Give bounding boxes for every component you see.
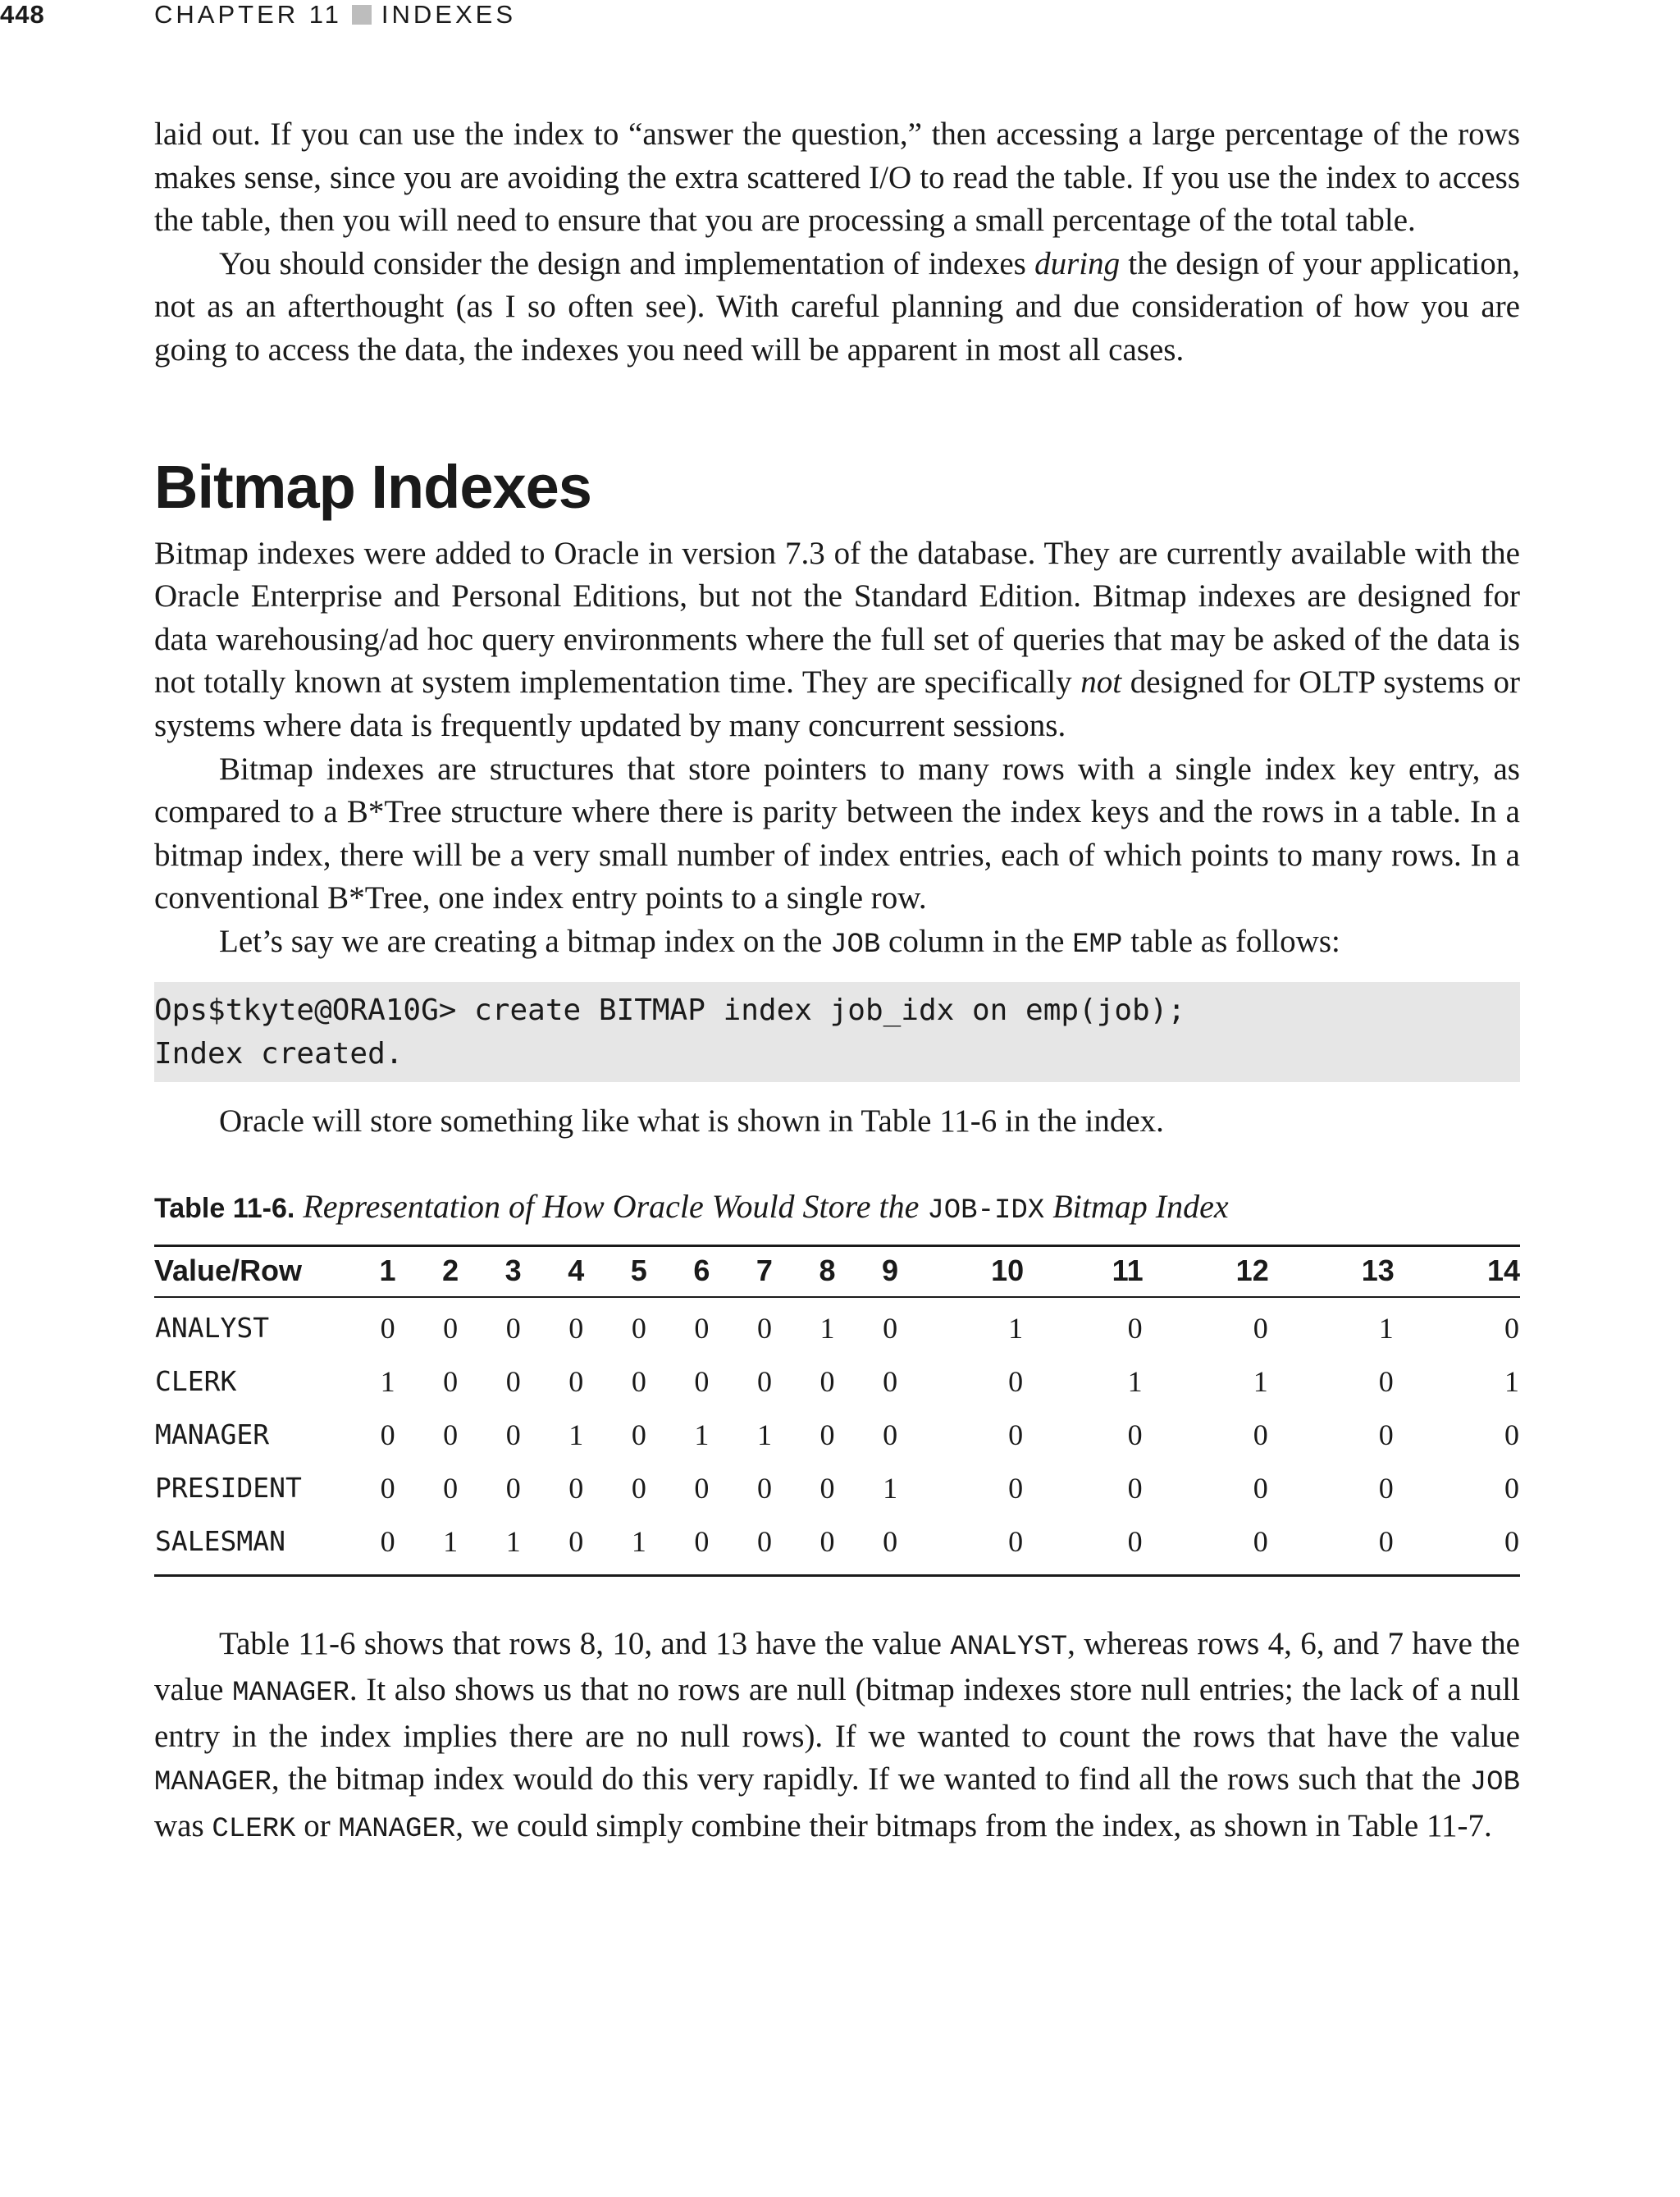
bitmap-paragraph-2: Bitmap indexes are structures that store pointers to many rows with a single index key entry, as compared to a B*Tree structure where there is parity between the index keys and the rows in a table. In a bitmap index, there will be a very small number of index entries, each of which points to many rows. In a conventional B*Tree, one index entry points to a single row. <box>154 751 1520 916</box>
header-column-12: 12 <box>1144 1245 1269 1297</box>
bitmap-paragraph-3: Let’s say we are creating a bitmap index on the JOB column in the EMP table as follows: <box>219 923 1340 961</box>
header-column-3: 3 <box>459 1245 522 1297</box>
bit-cell: 0 <box>1378 1364 1394 1398</box>
bit-cell: 0 <box>568 1524 584 1558</box>
bit-cell: 0 <box>505 1311 521 1345</box>
bit-cell: 1 <box>756 1418 772 1451</box>
bit-cell: 1 <box>819 1311 835 1345</box>
bit-cell: 1 <box>380 1364 395 1398</box>
bit-cell: 0 <box>1504 1524 1519 1558</box>
row-label: SALESMAN <box>155 1524 285 1557</box>
bit-cell: 0 <box>443 1418 459 1451</box>
bit-cell: 0 <box>380 1471 395 1505</box>
bit-cell: 0 <box>631 1471 646 1505</box>
bit-cell: 1 <box>1127 1364 1143 1398</box>
emphasis-not: not <box>1080 665 1122 701</box>
header-column-10: 10 <box>898 1245 1024 1297</box>
bit-cell: 0 <box>1253 1524 1268 1558</box>
bit-cell: 0 <box>443 1471 459 1505</box>
bit-cell: 0 <box>819 1471 835 1505</box>
bit-cell: 0 <box>1127 1418 1143 1451</box>
header-column-9: 9 <box>836 1245 899 1297</box>
bit-cell: 0 <box>883 1364 898 1398</box>
running-header <box>0 0 1680 33</box>
bit-cell: 1 <box>1504 1364 1519 1398</box>
table-row <box>154 1297 1520 1355</box>
bit-cell: 0 <box>631 1311 646 1345</box>
bit-cell: 0 <box>1127 1311 1143 1345</box>
header-value-row: Value/Row <box>154 1245 333 1297</box>
bit-cell: 0 <box>1253 1418 1268 1451</box>
bitmap-table <box>154 1245 1520 1577</box>
bit-cell: 1 <box>631 1524 646 1558</box>
bit-cell: 0 <box>819 1418 835 1451</box>
chapter-heading <box>154 0 516 30</box>
header-column-7: 7 <box>710 1245 773 1297</box>
bit-cell: 0 <box>1008 1524 1024 1558</box>
bit-cell: 1 <box>443 1524 459 1558</box>
bit-cell: 0 <box>1253 1311 1268 1345</box>
header-column-14: 14 <box>1395 1245 1520 1297</box>
chapter-label: CHAPTER 11 <box>154 0 342 29</box>
header-column-5: 5 <box>584 1245 647 1297</box>
table-header-row <box>154 1245 1520 1297</box>
table-caption-label: Table 11-6. <box>154 1193 295 1225</box>
bit-cell: 0 <box>1008 1471 1024 1505</box>
bit-cell: 0 <box>883 1311 898 1345</box>
page-body <box>154 113 1520 1852</box>
closing-paragraph: Table 11-6 shows that rows 8, 10, and 13 have the value ANALYST, whereas rows 4, 6, and 7 have the value MANAGER. It also shows us that no rows are null (bitmap indexes store null entries; the lack of a null entry in the index implies there are no null rows). If we wanted to count the rows that have the value MANAGER, the bitmap index would do this very rapidly. If we wanted to find all the rows such that the JOB was CLERK or MANAGER, we could simply combine their bitmaps from the index, as shown in Table 11-7. <box>154 1625 1520 1846</box>
bit-cell: 0 <box>568 1311 584 1345</box>
bit-cell: 0 <box>819 1364 835 1398</box>
bit-cell: 1 <box>1253 1364 1268 1398</box>
section-label: INDEXES <box>381 0 517 29</box>
row-label: CLERK <box>155 1364 237 1397</box>
inline-code-manager: MANAGER <box>338 1814 456 1846</box>
bit-cell: 0 <box>1504 1418 1519 1451</box>
row-label: MANAGER <box>155 1418 270 1450</box>
bit-cell: 0 <box>505 1364 521 1398</box>
section-title: Bitmap Indexes <box>154 452 591 521</box>
bit-cell: 0 <box>883 1524 898 1558</box>
bit-cell: 0 <box>1504 1311 1519 1345</box>
inline-code-job: JOB <box>1469 1767 1520 1799</box>
code-block <box>154 982 1520 1082</box>
table-row <box>154 1409 1520 1462</box>
bit-cell: 0 <box>1253 1471 1268 1505</box>
code-line-2: Index created. <box>154 1036 404 1071</box>
bit-cell: 0 <box>505 1471 521 1505</box>
page-number: 448 <box>0 0 45 29</box>
table-row <box>154 1515 1520 1576</box>
intro-paragraph-2: You should consider the design and implementation of indexes during the design of your application, not as an afterthought (as I so often see). With careful planning and due consideration of how you are going to access the data, the indexes you need will be apparent in most all cases. <box>154 245 1520 368</box>
bit-cell: 1 <box>505 1524 521 1558</box>
code-line-1: Ops$tkyte@ORA10G> create BITMAP index job_idx on emp(job); <box>154 993 1186 1027</box>
bit-cell: 0 <box>505 1418 521 1451</box>
bit-cell: 0 <box>631 1418 646 1451</box>
bit-cell: 0 <box>443 1364 459 1398</box>
bit-cell: 1 <box>1008 1311 1024 1345</box>
bit-cell: 0 <box>819 1524 835 1558</box>
bit-cell: 1 <box>694 1418 710 1451</box>
header-column-13: 13 <box>1269 1245 1395 1297</box>
bit-cell: 0 <box>1127 1471 1143 1505</box>
inline-code-analyst: ANALYST <box>950 1631 1068 1663</box>
bit-cell: 0 <box>443 1311 459 1345</box>
inline-code-emp: EMP <box>1072 929 1123 961</box>
bit-cell: 0 <box>380 1311 395 1345</box>
row-label: ANALYST <box>155 1311 270 1344</box>
bit-cell: 0 <box>756 1524 772 1558</box>
table-caption-code: JOB-IDX <box>927 1195 1045 1227</box>
bit-cell: 1 <box>568 1418 584 1451</box>
bitmap-paragraph-1: Bitmap indexes were added to Oracle in version 7.3 of the database. They are currently available with the Oracle Enterprise and Personal Editions, but not the Standard Edition. Bitmap indexes are designed for data warehousing/ad hoc query environments where the full set of queries that may be asked of the data is not totally known at system implementation time. They are specifically not designed for OLTP systems or systems where data is frequently updated by many concurrent sessions. <box>154 535 1520 743</box>
bit-cell: 0 <box>1008 1418 1024 1451</box>
bit-cell: 0 <box>568 1471 584 1505</box>
bit-cell: 1 <box>1378 1311 1394 1345</box>
oracle-paragraph: Oracle will store something like what is shown in Table 11-6 in the index. <box>219 1103 1164 1139</box>
bit-cell: 0 <box>694 1471 710 1505</box>
bit-cell: 1 <box>883 1471 898 1505</box>
bit-cell: 0 <box>756 1311 772 1345</box>
bit-cell: 0 <box>1378 1524 1394 1558</box>
table-row <box>154 1462 1520 1515</box>
header-column-6: 6 <box>647 1245 710 1297</box>
bit-cell: 0 <box>1008 1364 1024 1398</box>
bit-cell: 0 <box>380 1418 395 1451</box>
bit-cell: 0 <box>1378 1471 1394 1505</box>
bit-cell: 0 <box>694 1364 710 1398</box>
bit-cell: 0 <box>756 1364 772 1398</box>
row-label: PRESIDENT <box>155 1471 302 1504</box>
inline-code-manager: MANAGER <box>154 1767 272 1799</box>
bit-cell: 0 <box>1127 1524 1143 1558</box>
bit-cell: 0 <box>1504 1471 1519 1505</box>
header-column-1: 1 <box>333 1245 396 1297</box>
bit-cell: 0 <box>568 1364 584 1398</box>
table-caption: Table 11-6. Representation of How Oracle Would Store the JOB-IDX Bitmap Index <box>154 1188 1229 1227</box>
table-body <box>154 1297 1520 1576</box>
bit-cell: 0 <box>631 1364 646 1398</box>
inline-code-clerk: CLERK <box>212 1814 296 1846</box>
bit-cell: 0 <box>380 1524 395 1558</box>
header-column-4: 4 <box>522 1245 585 1297</box>
emphasis-during: during <box>1034 245 1121 281</box>
bit-cell: 0 <box>883 1418 898 1451</box>
bit-cell: 0 <box>694 1311 710 1345</box>
table-row <box>154 1355 1520 1409</box>
inline-code-manager: MANAGER <box>232 1678 349 1710</box>
header-column-2: 2 <box>396 1245 459 1297</box>
bit-cell: 0 <box>1378 1418 1394 1451</box>
header-column-8: 8 <box>773 1245 836 1297</box>
bit-cell: 0 <box>694 1524 710 1558</box>
intro-paragraph-1: laid out. If you can use the index to “answer the question,” then accessing a large percentage of the rows makes sense, since you are avoiding the extra scattered I/O to read the table. If you use the index to access the table, then you will need to ensure that you are processing a small percentage of the total table. <box>154 116 1520 239</box>
bit-cell: 0 <box>756 1471 772 1505</box>
header-separator-square <box>352 5 372 25</box>
header-column-11: 11 <box>1024 1245 1144 1297</box>
inline-code-job: JOB <box>830 929 881 961</box>
